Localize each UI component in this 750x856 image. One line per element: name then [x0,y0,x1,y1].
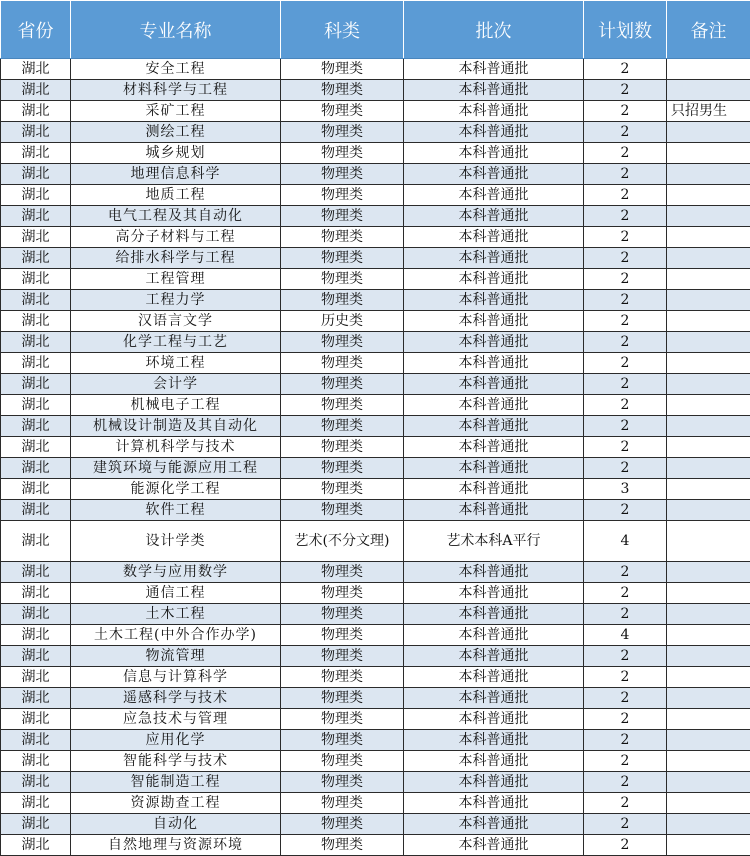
table-row [1,458,750,479]
cell-note [667,688,750,709]
cell-count: 2 [584,164,667,185]
cell-note [667,583,750,604]
cell-major: 电气工程及其自动化 [71,206,281,227]
table-row [1,395,750,416]
cell-count: 2 [584,562,667,583]
cell-province: 湖北 [1,122,71,143]
cell-major: 物流管理 [71,646,281,667]
header-category: 科类 [281,1,404,59]
cell-category: 物理类 [281,500,404,521]
header-province: 省份 [1,1,71,59]
table-row [1,730,750,751]
cell-count: 2 [584,646,667,667]
cell-category: 物理类 [281,730,404,751]
cell-category: 物理类 [281,835,404,856]
cell-count: 2 [584,667,667,688]
cell-count: 2 [584,332,667,353]
cell-count: 2 [584,122,667,143]
cell-note [667,772,750,793]
cell-category: 物理类 [281,562,404,583]
cell-note [667,164,750,185]
cell-province: 湖北 [1,625,71,646]
cell-major: 地质工程 [71,185,281,206]
cell-province: 湖北 [1,562,71,583]
cell-batch: 本科普通批 [404,751,584,772]
table-row [1,583,750,604]
cell-note [667,562,750,583]
table-row [1,59,750,80]
cell-count: 2 [584,353,667,374]
cell-batch: 本科普通批 [404,479,584,500]
cell-major: 地理信息科学 [71,164,281,185]
cell-major: 测绘工程 [71,122,281,143]
cell-count: 2 [584,772,667,793]
cell-count: 2 [584,730,667,751]
table-row [1,374,750,395]
cell-province: 湖北 [1,793,71,814]
cell-category: 物理类 [281,143,404,164]
cell-province: 湖北 [1,206,71,227]
table-row [1,751,750,772]
cell-major: 机械电子工程 [71,395,281,416]
cell-province: 湖北 [1,269,71,290]
cell-province: 湖北 [1,143,71,164]
cell-note [667,604,750,625]
header-note: 备注 [667,1,750,59]
table-row [1,269,750,290]
cell-major: 安全工程 [71,59,281,80]
cell-batch: 本科普通批 [404,248,584,269]
cell-batch: 本科普通批 [404,395,584,416]
cell-category: 物理类 [281,269,404,290]
cell-count: 2 [584,709,667,730]
cell-note [667,248,750,269]
cell-category: 物理类 [281,458,404,479]
cell-count: 2 [584,500,667,521]
cell-batch: 本科普通批 [404,332,584,353]
cell-province: 湖北 [1,709,71,730]
table-row [1,164,750,185]
cell-major: 城乡规划 [71,143,281,164]
cell-note [667,667,750,688]
cell-province: 湖北 [1,416,71,437]
cell-batch: 本科普通批 [404,311,584,332]
cell-category: 物理类 [281,625,404,646]
cell-note [667,521,750,562]
cell-major: 智能制造工程 [71,772,281,793]
table-row [1,80,750,101]
cell-batch: 本科普通批 [404,290,584,311]
cell-major: 给排水科学与工程 [71,248,281,269]
table-row [1,290,750,311]
cell-batch: 本科普通批 [404,437,584,458]
cell-batch: 本科普通批 [404,688,584,709]
cell-major: 高分子材料与工程 [71,227,281,248]
cell-note [667,374,750,395]
cell-count: 2 [584,269,667,290]
cell-batch: 本科普通批 [404,374,584,395]
cell-category: 物理类 [281,751,404,772]
cell-note [667,185,750,206]
cell-batch: 本科普通批 [404,709,584,730]
cell-category: 历史类 [281,311,404,332]
cell-category: 物理类 [281,667,404,688]
cell-category: 物理类 [281,353,404,374]
cell-batch: 本科普通批 [404,500,584,521]
cell-province: 湖北 [1,353,71,374]
cell-province: 湖北 [1,80,71,101]
cell-category: 物理类 [281,206,404,227]
cell-batch: 艺术本科A平行 [404,521,584,562]
cell-count: 2 [584,583,667,604]
cell-major: 设计学类 [71,521,281,562]
cell-batch: 本科普通批 [404,625,584,646]
cell-batch: 本科普通批 [404,730,584,751]
cell-province: 湖北 [1,688,71,709]
cell-major: 智能科学与技术 [71,751,281,772]
cell-province: 湖北 [1,479,71,500]
table-row [1,353,750,374]
table-row [1,416,750,437]
cell-major: 资源勘查工程 [71,793,281,814]
cell-major: 计算机科学与技术 [71,437,281,458]
cell-major: 材料科学与工程 [71,80,281,101]
cell-batch: 本科普通批 [404,814,584,835]
cell-province: 湖北 [1,646,71,667]
cell-category: 物理类 [281,290,404,311]
cell-category: 物理类 [281,688,404,709]
cell-major: 软件工程 [71,500,281,521]
cell-major: 土木工程 [71,604,281,625]
cell-count: 2 [584,80,667,101]
cell-note [667,353,750,374]
cell-major: 工程管理 [71,269,281,290]
cell-major: 会计学 [71,374,281,395]
cell-count: 2 [584,143,667,164]
cell-count: 2 [584,311,667,332]
cell-count: 2 [584,59,667,80]
table-row [1,772,750,793]
cell-batch: 本科普通批 [404,122,584,143]
header-major: 专业名称 [71,1,281,59]
cell-category: 物理类 [281,227,404,248]
cell-province: 湖北 [1,814,71,835]
cell-category: 艺术(不分文理) [281,521,404,562]
cell-major: 能源化学工程 [71,479,281,500]
cell-province: 湖北 [1,395,71,416]
cell-province: 湖北 [1,521,71,562]
cell-major: 建筑环境与能源应用工程 [71,458,281,479]
cell-note [667,625,750,646]
cell-count: 3 [584,479,667,500]
cell-count: 2 [584,688,667,709]
cell-count: 2 [584,793,667,814]
cell-count: 2 [584,604,667,625]
table-row [1,332,750,353]
cell-province: 湖北 [1,374,71,395]
cell-count: 2 [584,290,667,311]
cell-batch: 本科普通批 [404,80,584,101]
cell-batch: 本科普通批 [404,772,584,793]
cell-count: 2 [584,374,667,395]
cell-count: 2 [584,835,667,856]
cell-note [667,227,750,248]
table-row [1,479,750,500]
cell-batch: 本科普通批 [404,793,584,814]
cell-province: 湖北 [1,332,71,353]
cell-major: 遥感科学与技术 [71,688,281,709]
cell-count: 2 [584,206,667,227]
cell-count: 2 [584,416,667,437]
table-row [1,227,750,248]
cell-province: 湖北 [1,730,71,751]
cell-province: 湖北 [1,437,71,458]
cell-count: 2 [584,185,667,206]
cell-count: 2 [584,395,667,416]
header-batch: 批次 [404,1,584,59]
table-row [1,604,750,625]
cell-category: 物理类 [281,395,404,416]
cell-count: 4 [584,625,667,646]
cell-province: 湖北 [1,667,71,688]
cell-note: 只招男生 [667,101,750,122]
cell-batch: 本科普通批 [404,416,584,437]
cell-note [667,395,750,416]
table-header [1,1,750,59]
table-row [1,437,750,458]
table-row [1,793,750,814]
cell-note [667,80,750,101]
cell-note [667,290,750,311]
cell-major: 应用化学 [71,730,281,751]
cell-province: 湖北 [1,835,71,856]
table-row [1,835,750,856]
table-row [1,500,750,521]
cell-note [667,143,750,164]
cell-count: 2 [584,227,667,248]
cell-major: 机械设计制造及其自动化 [71,416,281,437]
table-row [1,814,750,835]
cell-province: 湖北 [1,751,71,772]
cell-category: 物理类 [281,793,404,814]
cell-category: 物理类 [281,646,404,667]
table-row [1,562,750,583]
cell-count: 4 [584,521,667,562]
cell-province: 湖北 [1,583,71,604]
cell-category: 物理类 [281,814,404,835]
cell-province: 湖北 [1,227,71,248]
cell-major: 采矿工程 [71,101,281,122]
cell-province: 湖北 [1,59,71,80]
cell-batch: 本科普通批 [404,646,584,667]
table-row [1,185,750,206]
table-row [1,646,750,667]
cell-note [667,437,750,458]
table-row [1,667,750,688]
cell-category: 物理类 [281,80,404,101]
cell-note [667,835,750,856]
cell-province: 湖北 [1,772,71,793]
cell-batch: 本科普通批 [404,835,584,856]
cell-category: 物理类 [281,772,404,793]
table-row [1,311,750,332]
cell-category: 物理类 [281,101,404,122]
cell-category: 物理类 [281,437,404,458]
table-row [1,101,750,122]
cell-batch: 本科普通批 [404,583,584,604]
cell-note [667,646,750,667]
cell-batch: 本科普通批 [404,562,584,583]
cell-count: 2 [584,751,667,772]
cell-province: 湖北 [1,500,71,521]
cell-major: 环境工程 [71,353,281,374]
cell-category: 物理类 [281,709,404,730]
cell-category: 物理类 [281,59,404,80]
cell-batch: 本科普通批 [404,143,584,164]
cell-category: 物理类 [281,479,404,500]
table-row [1,521,750,562]
cell-province: 湖北 [1,185,71,206]
cell-note [667,206,750,227]
cell-note [667,416,750,437]
cell-major: 自然地理与资源环境 [71,835,281,856]
cell-province: 湖北 [1,290,71,311]
cell-category: 物理类 [281,604,404,625]
cell-batch: 本科普通批 [404,59,584,80]
table-row [1,143,750,164]
cell-major: 土木工程(中外合作办学) [71,625,281,646]
cell-province: 湖北 [1,101,71,122]
cell-province: 湖北 [1,164,71,185]
cell-batch: 本科普通批 [404,353,584,374]
cell-note [667,269,750,290]
cell-major: 应急技术与管理 [71,709,281,730]
cell-category: 物理类 [281,248,404,269]
cell-count: 2 [584,248,667,269]
cell-batch: 本科普通批 [404,227,584,248]
cell-category: 物理类 [281,332,404,353]
cell-count: 2 [584,437,667,458]
cell-note [667,793,750,814]
table-row [1,688,750,709]
table-row [1,625,750,646]
cell-batch: 本科普通批 [404,101,584,122]
cell-note [667,332,750,353]
cell-major: 数学与应用数学 [71,562,281,583]
table-body [1,59,750,856]
cell-count: 2 [584,814,667,835]
cell-note [667,122,750,143]
cell-count: 2 [584,101,667,122]
cell-note [667,751,750,772]
cell-batch: 本科普通批 [404,604,584,625]
cell-batch: 本科普通批 [404,458,584,479]
cell-category: 物理类 [281,185,404,206]
cell-category: 物理类 [281,583,404,604]
cell-major: 工程力学 [71,290,281,311]
cell-major: 化学工程与工艺 [71,332,281,353]
cell-category: 物理类 [281,374,404,395]
table-row [1,248,750,269]
header-row [1,1,750,59]
cell-major: 汉语言文学 [71,311,281,332]
cell-major: 通信工程 [71,583,281,604]
cell-note [667,59,750,80]
cell-note [667,730,750,751]
cell-batch: 本科普通批 [404,667,584,688]
cell-province: 湖北 [1,248,71,269]
table-row [1,709,750,730]
cell-major: 自动化 [71,814,281,835]
cell-major: 信息与计算科学 [71,667,281,688]
cell-batch: 本科普通批 [404,206,584,227]
cell-note [667,311,750,332]
table-row [1,122,750,143]
cell-category: 物理类 [281,164,404,185]
cell-batch: 本科普通批 [404,164,584,185]
cell-count: 2 [584,458,667,479]
cell-note [667,500,750,521]
header-count: 计划数 [584,1,667,59]
cell-note [667,479,750,500]
table-row [1,206,750,227]
cell-note [667,814,750,835]
cell-province: 湖北 [1,311,71,332]
cell-province: 湖北 [1,604,71,625]
cell-batch: 本科普通批 [404,269,584,290]
cell-note [667,458,750,479]
cell-province: 湖北 [1,458,71,479]
cell-category: 物理类 [281,416,404,437]
cell-note [667,709,750,730]
cell-category: 物理类 [281,122,404,143]
cell-batch: 本科普通批 [404,185,584,206]
